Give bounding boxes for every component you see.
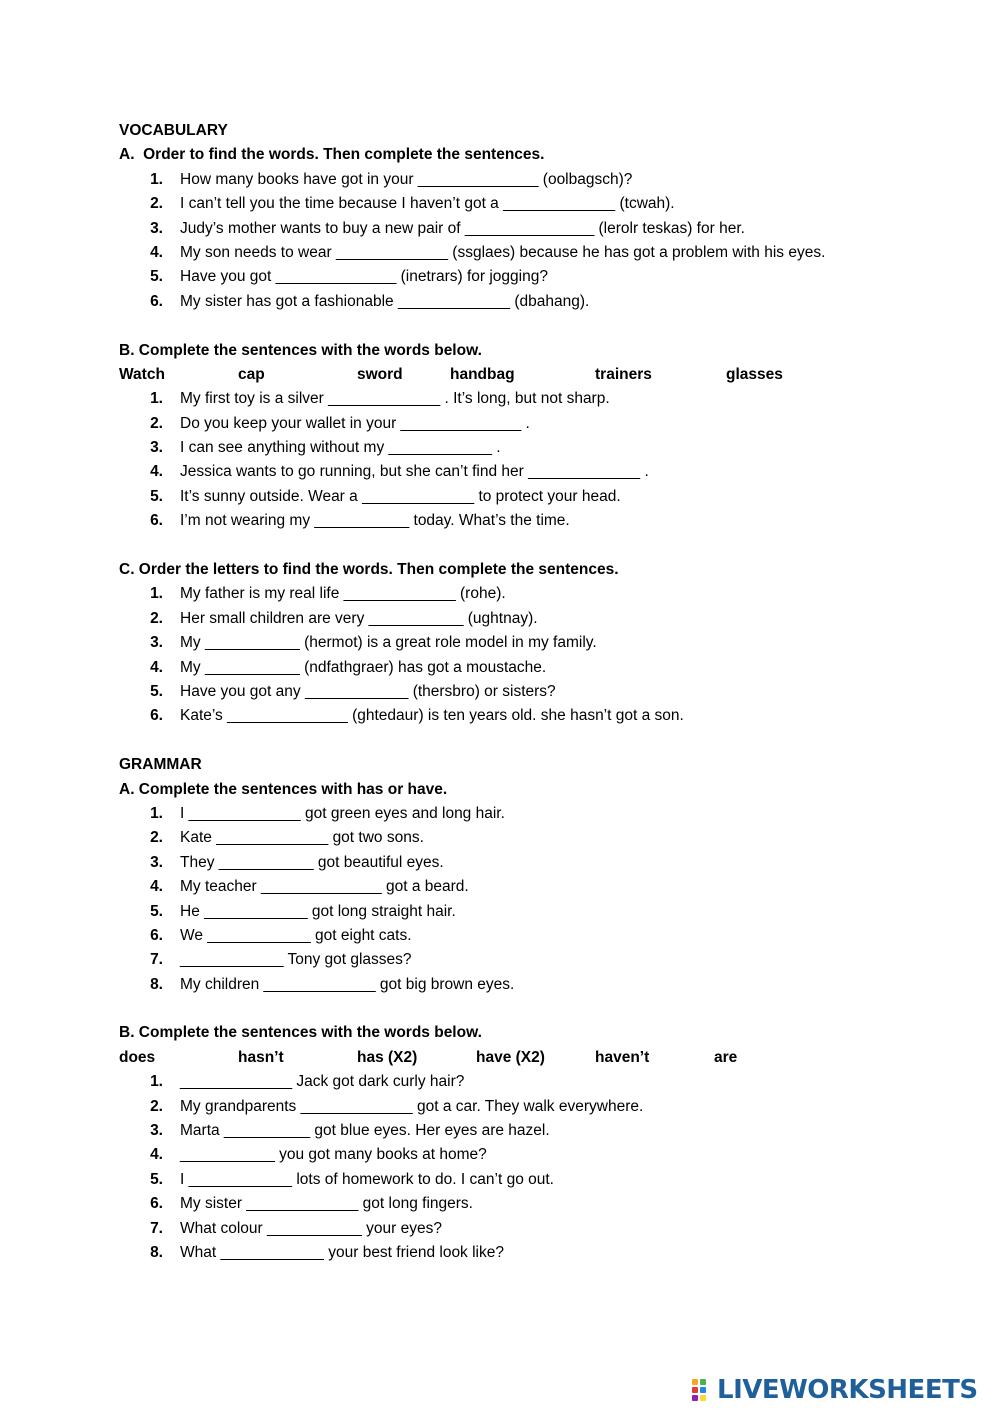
item-text: ___________ you got many books at home? xyxy=(180,1146,487,1164)
item-number: 8. xyxy=(150,1243,163,1261)
item-text: I can’t tell you the time because I haven’t got a _____________ (tcwah). xyxy=(180,195,675,213)
exercise-item xyxy=(119,412,919,436)
vocab-b-word-bank xyxy=(119,363,919,387)
exercise-item xyxy=(119,1217,919,1241)
exercise-item xyxy=(119,1192,919,1216)
item-text: I’m not wearing my ___________ today. What’s the time. xyxy=(180,512,570,530)
exercise-item xyxy=(119,436,919,460)
item-text: I ____________ lots of homework to do. I can’t go out. xyxy=(180,1170,554,1188)
item-text: Do you keep your wallet in your ______________ . xyxy=(180,414,530,432)
vocab-b-list xyxy=(119,387,919,533)
item-text: They ___________ got beautiful eyes. xyxy=(180,853,444,871)
section-title-grammar: GRAMMAR xyxy=(119,756,202,774)
exercise-item xyxy=(119,851,919,875)
exercise-item xyxy=(119,509,919,533)
vocab-c-list xyxy=(119,582,919,728)
item-number: 5. xyxy=(150,487,163,505)
item-number: 2. xyxy=(150,414,163,432)
item-text: My grandparents _____________ got a car. They walk everywhere. xyxy=(180,1097,644,1115)
item-number: 5. xyxy=(150,268,163,286)
item-number: 5. xyxy=(150,1170,163,1188)
item-number: 8. xyxy=(150,975,163,993)
item-number: 2. xyxy=(150,1097,163,1115)
grammar-a-list xyxy=(119,802,919,997)
exercise-item xyxy=(119,387,919,411)
item-text: He ____________ got long straight hair. xyxy=(180,902,456,920)
grammar-b-word-bank xyxy=(119,1046,919,1070)
exercise-item xyxy=(119,485,919,509)
item-number: 1. xyxy=(150,804,163,822)
item-text: Have you got any ____________ (thersbro) or sisters? xyxy=(180,682,556,700)
item-number: 3. xyxy=(150,219,163,237)
item-number: 1. xyxy=(150,390,163,408)
liveworksheets-logo-icon xyxy=(692,1377,714,1403)
item-text: My ___________ (ndfathgraer) has got a moustache. xyxy=(180,658,547,676)
item-number: 3. xyxy=(150,634,163,652)
item-number: 7. xyxy=(150,1219,163,1237)
exercise-item xyxy=(119,826,919,850)
vocab-a-heading: A. Order to find the words. Then complete the sentences. xyxy=(119,146,545,164)
item-text: My first toy is a silver _____________ . It’s long, but not sharp. xyxy=(180,390,610,408)
exercise-item xyxy=(119,241,919,265)
item-text: ____________ Tony got glasses? xyxy=(180,951,412,969)
item-text: Her small children are very ___________ (ughtnay). xyxy=(180,609,538,627)
item-number: 6. xyxy=(150,707,163,725)
vocab-c-heading: C. Order the letters to find the words. Then complete the sentences. xyxy=(119,561,619,579)
item-text: I can see anything without my ____________ . xyxy=(180,439,501,457)
item-text: Marta __________ got blue eyes. Her eyes are hazel. xyxy=(180,1122,550,1140)
liveworksheets-logo xyxy=(692,1373,978,1407)
item-number: 3. xyxy=(150,1122,163,1140)
exercise-item xyxy=(119,973,919,997)
item-text: What ____________ your best friend look like? xyxy=(180,1243,504,1261)
exercise-item xyxy=(119,192,919,216)
item-text: Kate’s ______________ (ghtedaur) is ten years old. she hasn’t got a son. xyxy=(180,707,684,725)
exercise-item xyxy=(119,607,919,631)
item-text: We ____________ got eight cats. xyxy=(180,926,412,944)
exercise-item xyxy=(119,168,919,192)
grammar-b-list xyxy=(119,1070,919,1265)
exercise-item xyxy=(119,802,919,826)
exercise-item xyxy=(119,460,919,484)
vocab-b-heading: B. Complete the sentences with the words below. xyxy=(119,341,482,359)
exercise-item xyxy=(119,1168,919,1192)
item-text: My sister has got a fashionable _____________ (dbahang). xyxy=(180,292,590,310)
exercise-item xyxy=(119,1070,919,1094)
item-number: 4. xyxy=(150,463,163,481)
item-number: 2. xyxy=(150,609,163,627)
item-text: I _____________ got green eyes and long hair. xyxy=(180,804,505,822)
exercise-item xyxy=(119,656,919,680)
item-text: My teacher ______________ got a beard. xyxy=(180,878,469,896)
exercise-item xyxy=(119,900,919,924)
item-number: 5. xyxy=(150,682,163,700)
item-number: 2. xyxy=(150,829,163,847)
exercise-item xyxy=(119,265,919,289)
item-text: _____________ Jack got dark curly hair? xyxy=(180,1073,465,1091)
exercise-item xyxy=(119,290,919,314)
exercise-item xyxy=(119,1241,919,1265)
exercise-item xyxy=(119,875,919,899)
item-number: 1. xyxy=(150,1073,163,1091)
item-text: My sister _____________ got long fingers. xyxy=(180,1195,473,1213)
word-bank-item: trainers xyxy=(595,365,652,383)
item-text: It’s sunny outside. Wear a _____________ to protect your head. xyxy=(180,487,621,505)
item-number: 4. xyxy=(150,878,163,896)
exercise-item xyxy=(119,1143,919,1167)
word-bank-item: are xyxy=(714,1048,738,1066)
exercise-item xyxy=(119,924,919,948)
item-number: 1. xyxy=(150,585,163,603)
worksheet xyxy=(119,119,919,1265)
word-bank-item: cap xyxy=(238,365,265,383)
exercise-item xyxy=(119,948,919,972)
word-bank-item: haven’t xyxy=(595,1048,650,1066)
item-number: 5. xyxy=(150,902,163,920)
item-number: 4. xyxy=(150,243,163,261)
item-number: 7. xyxy=(150,951,163,969)
grammar-a-heading: A. Complete the sentences with has or have. xyxy=(119,780,448,798)
item-text: My son needs to wear _____________ (ssglaes) because he has got a problem with his eyes. xyxy=(180,243,826,261)
word-bank-item: have (X2) xyxy=(476,1048,545,1066)
exercise-item xyxy=(119,1119,919,1143)
word-bank-item: Watch xyxy=(119,365,165,383)
item-text: What colour ___________ your eyes? xyxy=(180,1219,442,1237)
item-text: Jessica wants to go running, but she can’t find her _____________ . xyxy=(180,463,649,481)
word-bank-item: has (X2) xyxy=(357,1048,418,1066)
item-number: 6. xyxy=(150,1195,163,1213)
item-number: 1. xyxy=(150,170,163,188)
item-number: 3. xyxy=(150,439,163,457)
item-text: Have you got ______________ (inetrars) for jogging? xyxy=(180,268,548,286)
item-number: 2. xyxy=(150,195,163,213)
section-title-vocabulary: VOCABULARY xyxy=(119,122,228,139)
word-bank-item: hasn’t xyxy=(238,1048,284,1066)
item-number: 6. xyxy=(150,292,163,310)
exercise-item xyxy=(119,704,919,728)
item-number: 6. xyxy=(150,512,163,530)
grammar-b-heading: B. Complete the sentences with the words below. xyxy=(119,1024,482,1042)
word-bank-item: handbag xyxy=(450,365,515,383)
item-text: My ___________ (hermot) is a great role model in my family. xyxy=(180,634,597,652)
exercise-item xyxy=(119,680,919,704)
word-bank-item: sword xyxy=(357,365,403,383)
item-number: 3. xyxy=(150,853,163,871)
liveworksheets-logo-text: LIVEWORKSHEETS xyxy=(717,1375,978,1405)
word-bank-item: does xyxy=(119,1048,156,1066)
item-text: How many books have got in your ______________ (oolbagsch)? xyxy=(180,170,633,188)
item-text: My children _____________ got big brown eyes. xyxy=(180,975,515,993)
item-text: My father is my real life _____________ (rohe). xyxy=(180,585,506,603)
item-text: Kate _____________ got two sons. xyxy=(180,829,424,847)
exercise-item xyxy=(119,217,919,241)
item-number: 4. xyxy=(150,1146,163,1164)
exercise-item xyxy=(119,1095,919,1119)
item-number: 4. xyxy=(150,658,163,676)
item-text: Judy’s mother wants to buy a new pair of _______________ (lerolr teskas) for her. xyxy=(180,219,745,237)
vocab-a-list xyxy=(119,168,919,314)
item-number: 6. xyxy=(150,926,163,944)
exercise-item xyxy=(119,631,919,655)
exercise-item xyxy=(119,582,919,606)
word-bank-item: glasses xyxy=(726,365,783,383)
